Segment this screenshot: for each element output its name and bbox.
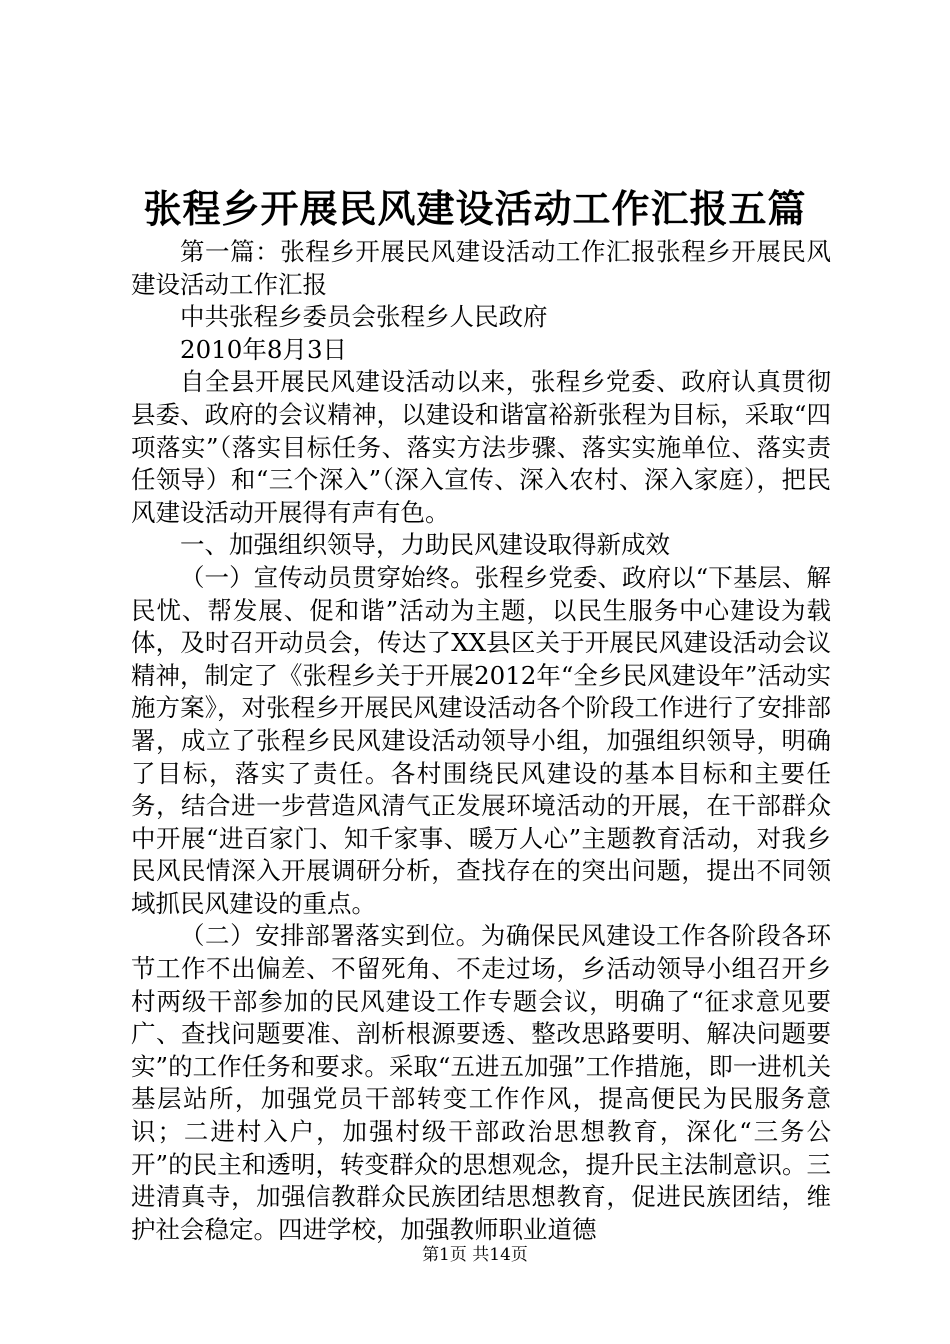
paragraph-heading-first-article: 第一篇：张程乡开展民风建设活动工作汇报张程乡开展民风建设活动工作汇报 [131,237,831,299]
paragraph-intro: 自全县开展民风建设活动以来，张程乡党委、政府认真贯彻县委、政府的会议精神，以建设和谐富裕新张程为目标，采取“四项落实”（落实目标任务、落实方法步骤、落实实施单位、落实责任领导）和“三个深入”（深入宣传、深入农村、深入家庭），把民风建设活动开展得有声有色。 [131,367,831,527]
document-body [131,236,831,1246]
paragraph-date: 2010年8月3日 [180,334,348,364]
page-footer: 第1页 共14页 [422,1245,528,1265]
section-heading-1: 一、加强组织领导，力助民风建设取得新成效 [180,530,670,560]
paragraph-issuer: 中共张程乡委员会张程乡人民政府 [180,302,548,332]
document-title: 张程乡开展民风建设活动工作汇报五篇 [143,186,807,231]
paragraph-item-1: （一）宣传动员贯穿始终。张程乡党委、政府以“下基层、解民忧、帮发展、促和谐”活动为主题，以民生服务中心建设为载体，及时召开动员会，传达了XX县区关于开展民风建设活动会议精神，制定了《张程乡关于开展2012年“全乡民风建设年”活动实施方案》，对张程乡开展民风建设活动各个阶段工作进行了安排部署，成立了张程乡民风建设活动领导小组，加强组织领导，明确了目标，落实了责任。各村围绕民风建设的基本目标和主要任务，结合进一步营造风清气正发展环境活动的开展，在干部群众中开展“进百家门、知千家事、暖万人心”主题教育活动，对我乡民风民情深入开展调研分析，查找存在的突出问题，提出不同领域抓民风建设的重点。 [131,562,831,918]
paragraph-item-2: （二）安排部署落实到位。为确保民风建设工作各阶段各环节工作不出偏差、不留死角、不走过场，乡活动领导小组召开乡村两级干部参加的民风建设工作专题会议，明确了“征求意见要广、查找问题要准、剖析根源要透、整改思路要明、解决问题要实”的工作任务和要求。采取“五进五加强”工作措施，即一进机关基层站所，加强党员干部转变工作作风，提高便民为民服务意识；二进村入户，加强村级干部政治思想教育，深化“三务公开”的民主和透明，转变群众的思想观念，提升民主法制意识。三进清真寺，加强信教群众民族团结思想教育，促进民族团结，维护社会稳定。四进学校，加强教师职业道德 [131,921,831,1244]
